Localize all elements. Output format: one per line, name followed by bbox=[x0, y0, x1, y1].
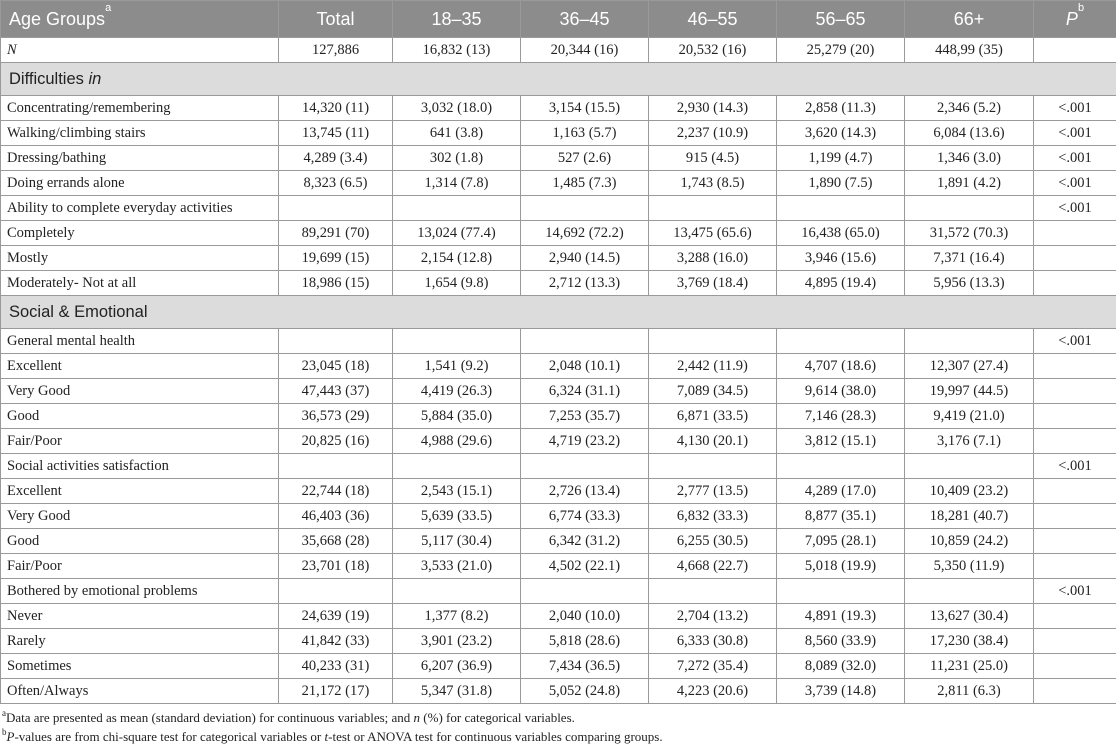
cell-46-55: 7,089 (34.5) bbox=[649, 379, 777, 404]
cell-46-55: 3,769 (18.4) bbox=[649, 271, 777, 296]
table-row bbox=[1, 629, 1116, 654]
cell-18-35: 1,314 (7.8) bbox=[393, 171, 521, 196]
row-label: Moderately- Not at all bbox=[1, 271, 279, 296]
cell-total: 8,323 (6.5) bbox=[279, 171, 393, 196]
cell-56-65: 3,739 (14.8) bbox=[777, 679, 905, 704]
cell-36-45 bbox=[521, 196, 649, 221]
row-label: Good bbox=[1, 529, 279, 554]
cell-total: 20,825 (16) bbox=[279, 429, 393, 454]
cell-18-35: 3,533 (21.0) bbox=[393, 554, 521, 579]
table-row bbox=[1, 554, 1116, 579]
table-row bbox=[1, 679, 1116, 704]
cell-total: 23,045 (18) bbox=[279, 354, 393, 379]
cell-36-45: 2,712 (13.3) bbox=[521, 271, 649, 296]
cell-56-65: 9,614 (38.0) bbox=[777, 379, 905, 404]
row-label: Mostly bbox=[1, 246, 279, 271]
cell-18-35: 13,024 (77.4) bbox=[393, 221, 521, 246]
cell-56-65: 1,890 (7.5) bbox=[777, 171, 905, 196]
row-label: Very Good bbox=[1, 504, 279, 529]
cell-total: 24,639 (19) bbox=[279, 604, 393, 629]
cell-p-value: <.001 bbox=[1034, 121, 1116, 146]
cell-36-45: 6,774 (33.3) bbox=[521, 504, 649, 529]
table-row bbox=[1, 96, 1116, 121]
table-row bbox=[1, 504, 1116, 529]
cell-p-value bbox=[1034, 221, 1116, 246]
cell-18-35: 3,032 (18.0) bbox=[393, 96, 521, 121]
cell-36-45: 20,344 (16) bbox=[521, 38, 649, 63]
cell-46-55: 4,130 (20.1) bbox=[649, 429, 777, 454]
cell-66-plus: 31,572 (70.3) bbox=[905, 221, 1034, 246]
cell-56-65 bbox=[777, 196, 905, 221]
table-row bbox=[1, 654, 1116, 679]
row-label: N bbox=[1, 38, 279, 63]
cell-total: 47,443 (37) bbox=[279, 379, 393, 404]
cell-p-value bbox=[1034, 404, 1116, 429]
cell-46-55: 20,532 (16) bbox=[649, 38, 777, 63]
section-social-emotional bbox=[1, 296, 1116, 329]
row-label: Sometimes bbox=[1, 654, 279, 679]
cell-36-45: 6,342 (31.2) bbox=[521, 529, 649, 554]
cell-36-45 bbox=[521, 329, 649, 354]
cell-p-value bbox=[1034, 529, 1116, 554]
cell-18-35: 5,117 (30.4) bbox=[393, 529, 521, 554]
cell-p-value bbox=[1034, 554, 1116, 579]
cell-36-45: 527 (2.6) bbox=[521, 146, 649, 171]
cell-46-55: 3,288 (16.0) bbox=[649, 246, 777, 271]
cell-46-55: 6,871 (33.5) bbox=[649, 404, 777, 429]
cell-18-35 bbox=[393, 196, 521, 221]
cell-66-plus: 10,409 (23.2) bbox=[905, 479, 1034, 504]
cell-36-45: 2,040 (10.0) bbox=[521, 604, 649, 629]
table-row bbox=[1, 146, 1116, 171]
cell-p-value: <.001 bbox=[1034, 146, 1116, 171]
cell-56-65: 4,895 (19.4) bbox=[777, 271, 905, 296]
cell-56-65: 3,812 (15.1) bbox=[777, 429, 905, 454]
header-p-value: $P^b$ bbox=[1034, 1, 1116, 38]
cell-66-plus: 2,811 (6.3) bbox=[905, 679, 1034, 704]
cell-66-plus bbox=[905, 579, 1034, 604]
cell-46-55: 915 (4.5) bbox=[649, 146, 777, 171]
cell-total: 36,573 (29) bbox=[279, 404, 393, 429]
cell-56-65: 8,089 (32.0) bbox=[777, 654, 905, 679]
cell-66-plus: 12,307 (27.4) bbox=[905, 354, 1034, 379]
cell-46-55: 2,704 (13.2) bbox=[649, 604, 777, 629]
row-label: Concentrating/remembering bbox=[1, 96, 279, 121]
cell-p-value bbox=[1034, 379, 1116, 404]
cell-66-plus: 3,176 (7.1) bbox=[905, 429, 1034, 454]
row-label: Never bbox=[1, 604, 279, 629]
cell-18-35: 302 (1.8) bbox=[393, 146, 521, 171]
cell-total bbox=[279, 454, 393, 479]
cell-p-value: <.001 bbox=[1034, 171, 1116, 196]
row-label: Very Good bbox=[1, 379, 279, 404]
cell-total: 23,701 (18) bbox=[279, 554, 393, 579]
cell-56-65: 1,199 (4.7) bbox=[777, 146, 905, 171]
header-total: Total bbox=[279, 1, 393, 38]
cell-66-plus: 18,281 (40.7) bbox=[905, 504, 1034, 529]
cell-46-55: 1,743 (8.5) bbox=[649, 171, 777, 196]
cell-total: 35,668 (28) bbox=[279, 529, 393, 554]
cell-36-45 bbox=[521, 579, 649, 604]
cell-46-55 bbox=[649, 454, 777, 479]
cell-p-value bbox=[1034, 429, 1116, 454]
cell-46-55: 2,777 (13.5) bbox=[649, 479, 777, 504]
cell-46-55: 6,255 (30.5) bbox=[649, 529, 777, 554]
cell-total bbox=[279, 579, 393, 604]
table-row bbox=[1, 271, 1116, 296]
cell-46-55: 13,475 (65.6) bbox=[649, 221, 777, 246]
cell-p-value bbox=[1034, 246, 1116, 271]
cell-36-45: 6,324 (31.1) bbox=[521, 379, 649, 404]
cell-46-55: 2,442 (11.9) bbox=[649, 354, 777, 379]
cell-total: 89,291 (70) bbox=[279, 221, 393, 246]
cell-18-35: 5,884 (35.0) bbox=[393, 404, 521, 429]
row-label: Bothered by emotional problems bbox=[1, 579, 279, 604]
cell-18-35 bbox=[393, 329, 521, 354]
cell-total: 40,233 (31) bbox=[279, 654, 393, 679]
row-label: Ability to complete everyday activities bbox=[1, 196, 279, 221]
cell-18-35 bbox=[393, 454, 521, 479]
section-title: Difficulties in bbox=[1, 63, 1116, 96]
cell-46-55 bbox=[649, 579, 777, 604]
cell-46-55: 7,272 (35.4) bbox=[649, 654, 777, 679]
table-row bbox=[1, 196, 1116, 221]
header-age-groups: Age Groups$^a$ bbox=[1, 1, 279, 38]
cell-66-plus: 6,084 (13.6) bbox=[905, 121, 1034, 146]
row-label: Fair/Poor bbox=[1, 429, 279, 454]
cell-56-65: 4,289 (17.0) bbox=[777, 479, 905, 504]
cell-46-55: 4,223 (20.6) bbox=[649, 679, 777, 704]
table-row bbox=[1, 329, 1116, 354]
cell-66-plus bbox=[905, 196, 1034, 221]
cell-total: 21,172 (17) bbox=[279, 679, 393, 704]
cell-36-45: 1,485 (7.3) bbox=[521, 171, 649, 196]
row-label: Rarely bbox=[1, 629, 279, 654]
row-label: Walking/climbing stairs bbox=[1, 121, 279, 146]
table-row bbox=[1, 221, 1116, 246]
cell-p-value: <.001 bbox=[1034, 579, 1116, 604]
cell-66-plus: 11,231 (25.0) bbox=[905, 654, 1034, 679]
cell-46-55: 4,668 (22.7) bbox=[649, 554, 777, 579]
cell-46-55 bbox=[649, 329, 777, 354]
cell-36-45: 4,502 (22.1) bbox=[521, 554, 649, 579]
cell-36-45: 2,940 (14.5) bbox=[521, 246, 649, 271]
cell-total: 18,986 (15) bbox=[279, 271, 393, 296]
n-row bbox=[1, 38, 1116, 63]
cell-p-value bbox=[1034, 504, 1116, 529]
cell-18-35: 2,154 (12.8) bbox=[393, 246, 521, 271]
row-label: Social activities satisfaction bbox=[1, 454, 279, 479]
table-row bbox=[1, 171, 1116, 196]
cell-66-plus: 5,350 (11.9) bbox=[905, 554, 1034, 579]
cell-18-35: 3,901 (23.2) bbox=[393, 629, 521, 654]
cell-18-35: 5,347 (31.8) bbox=[393, 679, 521, 704]
cell-18-35: 1,654 (9.8) bbox=[393, 271, 521, 296]
cell-36-45: 2,726 (13.4) bbox=[521, 479, 649, 504]
cell-18-35: 5,639 (33.5) bbox=[393, 504, 521, 529]
cell-36-45 bbox=[521, 454, 649, 479]
cell-66-plus: 1,891 (4.2) bbox=[905, 171, 1034, 196]
cell-56-65: 8,560 (33.9) bbox=[777, 629, 905, 654]
cell-p-value bbox=[1034, 479, 1116, 504]
cell-p-value bbox=[1034, 679, 1116, 704]
cell-66-plus bbox=[905, 329, 1034, 354]
cell-46-55: 6,832 (33.3) bbox=[649, 504, 777, 529]
cell-56-65: 16,438 (65.0) bbox=[777, 221, 905, 246]
cell-56-65 bbox=[777, 579, 905, 604]
cell-p-value: <.001 bbox=[1034, 454, 1116, 479]
section-difficulties bbox=[1, 63, 1116, 96]
cell-66-plus: 7,371 (16.4) bbox=[905, 246, 1034, 271]
table-row bbox=[1, 121, 1116, 146]
cell-p-value: <.001 bbox=[1034, 196, 1116, 221]
cell-36-45: 3,154 (15.5) bbox=[521, 96, 649, 121]
cell-66-plus: 9,419 (21.0) bbox=[905, 404, 1034, 429]
cell-36-45: 2,048 (10.1) bbox=[521, 354, 649, 379]
cell-p-value: <.001 bbox=[1034, 329, 1116, 354]
header-row bbox=[1, 1, 1116, 38]
cell-56-65 bbox=[777, 454, 905, 479]
cell-total: 22,744 (18) bbox=[279, 479, 393, 504]
cell-56-65: 4,707 (18.6) bbox=[777, 354, 905, 379]
cell-18-35: 6,207 (36.9) bbox=[393, 654, 521, 679]
cell-46-55 bbox=[649, 196, 777, 221]
cell-18-35: 16,832 (13) bbox=[393, 38, 521, 63]
cell-18-35: 1,377 (8.2) bbox=[393, 604, 521, 629]
cell-46-55: 6,333 (30.8) bbox=[649, 629, 777, 654]
cell-36-45: 7,434 (36.5) bbox=[521, 654, 649, 679]
header-18-35: 18–35 bbox=[393, 1, 521, 38]
row-label: Often/Always bbox=[1, 679, 279, 704]
cell-p-value bbox=[1034, 271, 1116, 296]
cell-18-35: 4,419 (26.3) bbox=[393, 379, 521, 404]
cell-66-plus: 19,997 (44.5) bbox=[905, 379, 1034, 404]
cell-56-65: 25,279 (20) bbox=[777, 38, 905, 63]
cell-p-value bbox=[1034, 604, 1116, 629]
cell-p-value bbox=[1034, 354, 1116, 379]
cell-36-45: 1,163 (5.7) bbox=[521, 121, 649, 146]
cell-total: 127,886 bbox=[279, 38, 393, 63]
cell-56-65: 7,146 (28.3) bbox=[777, 404, 905, 429]
cell-total: 4,289 (3.4) bbox=[279, 146, 393, 171]
footnotes bbox=[2, 708, 663, 746]
cell-46-55: 2,930 (14.3) bbox=[649, 96, 777, 121]
table-row bbox=[1, 579, 1116, 604]
cell-total: 46,403 (36) bbox=[279, 504, 393, 529]
header-46-55: 46–55 bbox=[649, 1, 777, 38]
header-66-plus: 66+ bbox=[905, 1, 1034, 38]
cell-36-45: 5,052 (24.8) bbox=[521, 679, 649, 704]
cell-18-35: 1,541 (9.2) bbox=[393, 354, 521, 379]
cell-18-35: 641 (3.8) bbox=[393, 121, 521, 146]
table-row bbox=[1, 454, 1116, 479]
cell-total bbox=[279, 329, 393, 354]
table-row bbox=[1, 404, 1116, 429]
table-row bbox=[1, 429, 1116, 454]
footnote-a: $^a$Data are presented as mean (standard deviation) for continuous variables; and n (%) for categorical variables. bbox=[2, 708, 575, 725]
cell-p-value bbox=[1034, 629, 1116, 654]
cell-46-55: 2,237 (10.9) bbox=[649, 121, 777, 146]
cell-36-45: 4,719 (23.2) bbox=[521, 429, 649, 454]
cell-total: 13,745 (11) bbox=[279, 121, 393, 146]
header-36-45: 36–45 bbox=[521, 1, 649, 38]
table-row bbox=[1, 479, 1116, 504]
cell-66-plus: 10,859 (24.2) bbox=[905, 529, 1034, 554]
row-label: General mental health bbox=[1, 329, 279, 354]
cell-36-45: 5,818 (28.6) bbox=[521, 629, 649, 654]
cell-p-value bbox=[1034, 38, 1116, 63]
table-row bbox=[1, 354, 1116, 379]
cell-36-45: 7,253 (35.7) bbox=[521, 404, 649, 429]
footnote-b: $^b$P-values are from chi-square test for categorical variables or t-test or ANOVA test for continuous variables comparing groups. bbox=[2, 727, 663, 744]
cell-56-65: 2,858 (11.3) bbox=[777, 96, 905, 121]
header-56-65: 56–65 bbox=[777, 1, 905, 38]
table-row bbox=[1, 529, 1116, 554]
cell-total bbox=[279, 196, 393, 221]
cell-66-plus: 17,230 (38.4) bbox=[905, 629, 1034, 654]
cell-total: 19,699 (15) bbox=[279, 246, 393, 271]
cell-total: 41,842 (33) bbox=[279, 629, 393, 654]
row-label: Dressing/bathing bbox=[1, 146, 279, 171]
cell-56-65: 4,891 (19.3) bbox=[777, 604, 905, 629]
cell-56-65: 3,620 (14.3) bbox=[777, 121, 905, 146]
section-title: Social & Emotional bbox=[1, 296, 1116, 329]
cell-p-value bbox=[1034, 654, 1116, 679]
cell-p-value: <.001 bbox=[1034, 96, 1116, 121]
row-label: Fair/Poor bbox=[1, 554, 279, 579]
row-label: Excellent bbox=[1, 479, 279, 504]
row-label: Doing errands alone bbox=[1, 171, 279, 196]
cell-66-plus: 2,346 (5.2) bbox=[905, 96, 1034, 121]
cell-total: 14,320 (11) bbox=[279, 96, 393, 121]
cell-56-65: 3,946 (15.6) bbox=[777, 246, 905, 271]
cell-66-plus: 1,346 (3.0) bbox=[905, 146, 1034, 171]
cell-18-35 bbox=[393, 579, 521, 604]
table-row bbox=[1, 246, 1116, 271]
cell-18-35: 4,988 (29.6) bbox=[393, 429, 521, 454]
cell-66-plus: 5,956 (13.3) bbox=[905, 271, 1034, 296]
table-row bbox=[1, 604, 1116, 629]
cell-18-35: 2,543 (15.1) bbox=[393, 479, 521, 504]
cell-66-plus: 448,99 (35) bbox=[905, 38, 1034, 63]
cell-36-45: 14,692 (72.2) bbox=[521, 221, 649, 246]
row-label: Good bbox=[1, 404, 279, 429]
table-row bbox=[1, 379, 1116, 404]
cell-56-65 bbox=[777, 329, 905, 354]
cell-66-plus bbox=[905, 454, 1034, 479]
row-label: Excellent bbox=[1, 354, 279, 379]
cell-56-65: 7,095 (28.1) bbox=[777, 529, 905, 554]
cell-56-65: 5,018 (19.9) bbox=[777, 554, 905, 579]
cell-66-plus: 13,627 (30.4) bbox=[905, 604, 1034, 629]
row-label: Completely bbox=[1, 221, 279, 246]
cell-56-65: 8,877 (35.1) bbox=[777, 504, 905, 529]
